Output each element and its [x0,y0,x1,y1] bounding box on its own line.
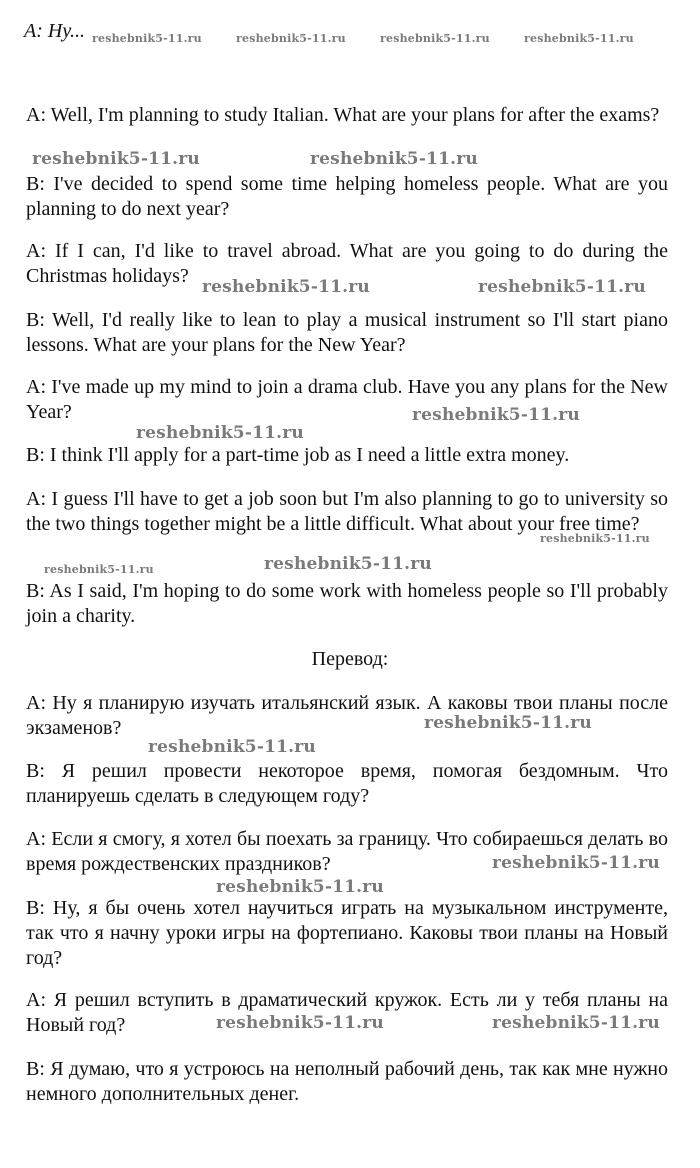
watermark: reshebnik5-11.ru [424,713,592,733]
translation-title: Перевод: [311,648,389,670]
watermark: reshebnik5-11.ru [32,149,200,169]
watermark: reshebnik5-11.ru [412,405,580,425]
english-line: B: I've decided to spend some time helping homeless people. What are you planning to do next year? [26,173,668,220]
russian-line: B: Я думаю, что я устроюсь на неполный рабочий день, так как мне нужно немного дополнительных денег. [26,1058,668,1105]
watermark: reshebnik5-11.ru [216,877,384,897]
english-line: A: I've made up my mind to join a drama club. Have you any plans for the New Year? [26,376,668,423]
watermark: reshebnik5-11.ru [540,532,650,545]
watermark: reshebnik5-11.ru [524,32,634,45]
watermark: reshebnik5-11.ru [202,277,370,297]
english-line: A: If I can, I'd like to travel abroad. What are you going to do during the Christmas holidays? [26,240,668,287]
watermark: reshebnik5-11.ru [236,32,346,45]
heading: A: Ну... [24,20,85,42]
watermark: reshebnik5-11.ru [310,149,478,169]
english-line: A: Well, I'm planning to study Italian. What are your plans for after the exams? [26,104,660,126]
english-line: A: I guess I'll have to get a job soon but I'm also planning to go to university so the two things together might be a little difficult. What about your free time? [26,488,668,535]
watermark: reshebnik5-11.ru [148,737,316,757]
watermark: reshebnik5-11.ru [216,1013,384,1033]
watermark: reshebnik5-11.ru [136,423,304,443]
russian-line: B: Я решил провести некоторое время, помогая бездомным. Что планируешь сделать в следующем году? [26,760,668,807]
russian-line: A: Ну я планирую изучать итальянский язык. А каковы твои планы после экзаменов? [26,692,668,739]
russian-line: B: Ну, я бы очень хотел научиться играть на музыкальном инструменте, так что я начну уроки игры на фортепиано. Каковы твои планы на Новый год? [26,897,668,969]
watermark: reshebnik5-11.ru [492,853,660,873]
russian-line: A: Я решил вступить в драматический кружок. Есть ли у тебя планы на Новый год? [26,989,668,1036]
english-line: B: Well, I'd really like to lean to play a musical instrument so I'll start piano lessons. What are your plans for the New Year? [26,309,668,356]
watermark: reshebnik5-11.ru [380,32,490,45]
russian-line: A: Если я смогу, я хотел бы поехать за границу. Что собираешься делать во время рождественских праздников? [26,828,668,875]
watermark: reshebnik5-11.ru [92,32,202,45]
watermark: reshebnik5-11.ru [44,563,154,576]
english-line: B: As I said, I'm hoping to do some work with homeless people so I'll probably join a charity. [26,580,668,627]
english-line: B: I think I'll apply for a part-time job as I need a little extra money. [26,444,570,466]
watermark: reshebnik5-11.ru [492,1013,660,1033]
watermark: reshebnik5-11.ru [264,554,432,574]
watermark: reshebnik5-11.ru [478,277,646,297]
